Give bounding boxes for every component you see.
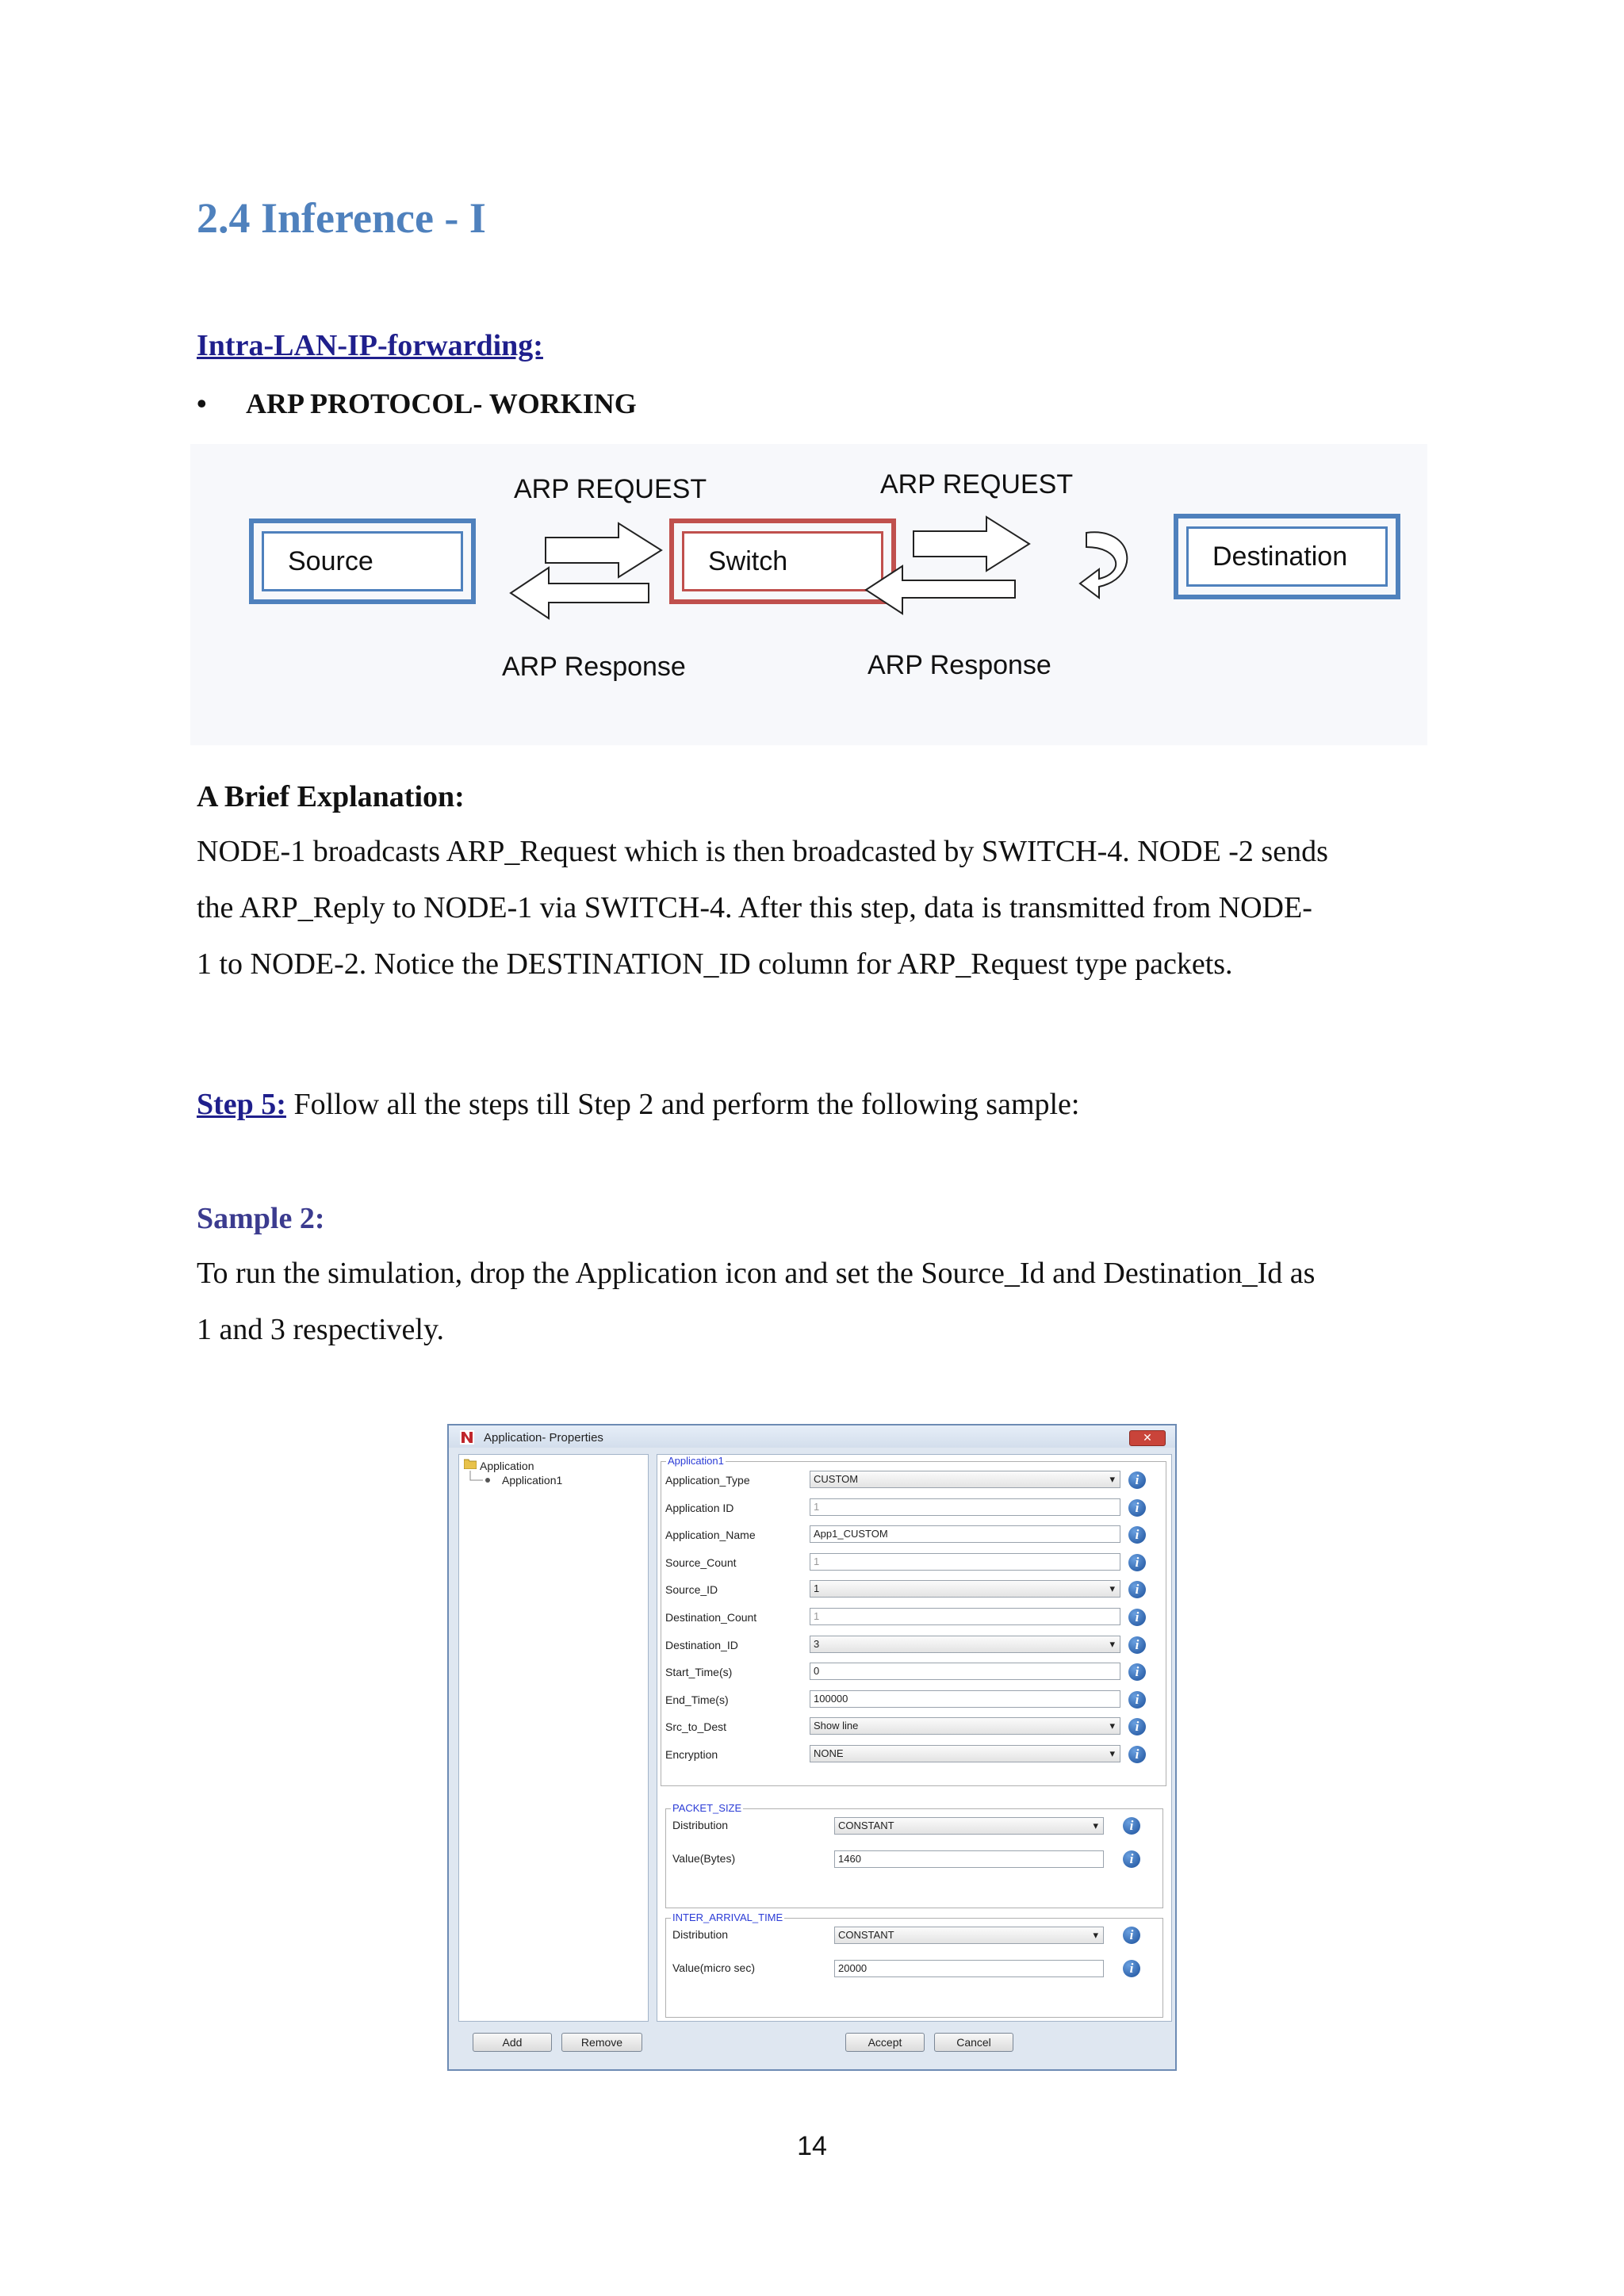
sample-line-1: To run the simulation, drop the Application icon and set the Source_Id and Destination_Id as [197, 1257, 1316, 1290]
info-icon[interactable]: i [1128, 1554, 1146, 1571]
tree-root-label[interactable]: Application [480, 1460, 534, 1472]
field-label: Application_Type [665, 1474, 750, 1487]
arp-response-label-left: ARP Response [502, 652, 686, 682]
info-icon[interactable]: i [1128, 1581, 1146, 1598]
inter-arrival-group [665, 1911, 1163, 2018]
field-input[interactable]: 0 [810, 1663, 1120, 1680]
field-input: 1 [810, 1553, 1120, 1571]
field-label: Destination_Count [665, 1611, 757, 1624]
remove-button[interactable]: Remove [561, 2033, 642, 2052]
field-row [657, 1716, 1165, 1739]
field-row [657, 1497, 1165, 1521]
info-icon[interactable]: i [1128, 1746, 1146, 1763]
field-input[interactable]: 100000 [810, 1690, 1120, 1708]
info-icon[interactable]: i [1128, 1691, 1146, 1709]
field-row [657, 1634, 1165, 1658]
packet-size-label: PACKET_SIZE [672, 1802, 742, 1814]
arrow-left-1b [511, 568, 649, 618]
bullet-item [197, 387, 637, 420]
field-label: Src_to_Dest [665, 1720, 727, 1734]
field-row [657, 1606, 1165, 1630]
field-label: Encryption [665, 1748, 718, 1761]
bullet-text: ARP PROTOCOL- WORKING [246, 388, 637, 419]
field-select[interactable]: NONE ▾ [810, 1745, 1120, 1762]
step-text: Follow all the steps till Step 2 and perform the following sample: [285, 1088, 1080, 1121]
add-button[interactable]: Add [473, 2033, 552, 2052]
field-label: Source_Count [665, 1556, 737, 1569]
info-icon[interactable]: i [1128, 1663, 1146, 1681]
arrow-right-1 [546, 523, 661, 577]
explanation-line-2: the ARP_Reply to NODE-1 via SWITCH-4. After this step, data is transmitted from NODE- [197, 891, 1312, 924]
field-label: Source_ID [665, 1583, 718, 1597]
field-label: Application ID [665, 1501, 734, 1514]
field-label: Application_Name [665, 1529, 756, 1542]
iat-value-label: Value(micro sec) [672, 1961, 755, 1974]
explanation-line-1: NODE-1 broadcasts ARP_Request which is then broadcasted by SWITCH-4. NODE -2 sends [197, 835, 1328, 868]
u-turn-arrow [1080, 532, 1127, 598]
field-label: End_Time(s) [665, 1693, 729, 1706]
iat-value-info-icon[interactable]: i [1123, 1960, 1140, 1977]
close-button[interactable]: ✕ [1129, 1430, 1166, 1446]
inter-arrival-label: INTER_ARRIVAL_TIME [672, 1911, 783, 1923]
field-row [657, 1661, 1165, 1685]
switch-label: Switch [682, 531, 883, 591]
application-group-label: Application1 [668, 1455, 724, 1467]
field-label: Destination_ID [665, 1638, 738, 1651]
packet-value-label: Value(Bytes) [672, 1852, 736, 1865]
info-icon[interactable]: i [1128, 1609, 1146, 1626]
application-properties-dialog [447, 1424, 1177, 2071]
iat-dist-select[interactable]: CONSTANT ▾ [834, 1927, 1104, 1944]
iat-dist-label: Distribution [672, 1928, 729, 1941]
info-icon[interactable]: i [1128, 1526, 1146, 1544]
field-select[interactable]: 3 ▾ [810, 1636, 1120, 1653]
sample-title: Sample 2: [197, 1202, 325, 1235]
application-tree [458, 1454, 649, 2022]
section-heading: 2.4 Inference - I [197, 194, 486, 242]
packet-value-info-icon[interactable]: i [1123, 1850, 1140, 1868]
destination-label: Destination [1186, 526, 1388, 587]
field-select[interactable]: CUSTOM ▾ [810, 1471, 1120, 1488]
field-select[interactable]: Show line ▾ [810, 1717, 1120, 1735]
packet-dist-info-icon[interactable]: i [1123, 1817, 1140, 1835]
field-label: Start_Time(s) [665, 1666, 733, 1679]
properties-form [657, 1454, 1172, 2022]
field-input: 1 [810, 1608, 1120, 1625]
dialog-title-bar [449, 1425, 1175, 1448]
packet-dist-select[interactable]: CONSTANT ▾ [834, 1817, 1104, 1835]
info-icon[interactable]: i [1128, 1718, 1146, 1735]
field-row [657, 1578, 1165, 1602]
explanation-title: A Brief Explanation: [197, 780, 465, 813]
arp-diagram [190, 444, 1427, 745]
packet-value-input[interactable]: 1460 [834, 1850, 1104, 1868]
arp-response-label-right: ARP Response [868, 650, 1051, 680]
arrow-right-2 [914, 517, 1029, 571]
iat-dist-info-icon[interactable]: i [1123, 1927, 1140, 1944]
step-link[interactable]: Step 5: [197, 1088, 286, 1121]
explanation-line-3: 1 to NODE-2. Notice the DESTINATION_ID column for ARP_Request type packets. [197, 947, 1233, 981]
field-row [657, 1552, 1165, 1575]
accept-button[interactable]: Accept [845, 2033, 925, 2052]
bullet-symbol: • [197, 388, 207, 419]
sample-line-2: 1 and 3 respectively. [197, 1313, 444, 1346]
netsim-logo-icon [460, 1430, 474, 1445]
field-select[interactable]: 1 ▾ [810, 1580, 1120, 1598]
step-paragraph [197, 1077, 1434, 1133]
dialog-title: Application- Properties [484, 1431, 603, 1445]
info-icon[interactable]: i [1128, 1499, 1146, 1517]
source-label: Source [262, 531, 463, 591]
field-row [657, 1689, 1165, 1712]
tree-connector-icon [469, 1471, 492, 1487]
arp-request-label-right: ARP REQUEST [880, 469, 1074, 499]
tree-child-label[interactable]: Application1 [502, 1474, 563, 1487]
arp-request-label-left: ARP REQUEST [514, 474, 707, 504]
packet-dist-label: Distribution [672, 1819, 729, 1831]
field-row [657, 1743, 1165, 1767]
cancel-button[interactable]: Cancel [934, 2033, 1013, 2052]
packet-size-group [665, 1802, 1163, 1908]
info-icon[interactable]: i [1128, 1471, 1146, 1489]
field-row [657, 1469, 1165, 1493]
page-number: 14 [797, 2131, 827, 2161]
subsection-link[interactable]: Intra-LAN-IP-forwarding: [197, 329, 543, 362]
arrow-left-2 [866, 566, 1015, 614]
field-input: 1 [810, 1498, 1120, 1516]
arp-arrows [190, 444, 1427, 745]
folder-icon [464, 1458, 477, 1471]
iat-value-input[interactable]: 20000 [834, 1960, 1104, 1977]
field-row [657, 1524, 1165, 1548]
field-input[interactable]: App1_CUSTOM [810, 1525, 1120, 1543]
info-icon[interactable]: i [1128, 1636, 1146, 1654]
